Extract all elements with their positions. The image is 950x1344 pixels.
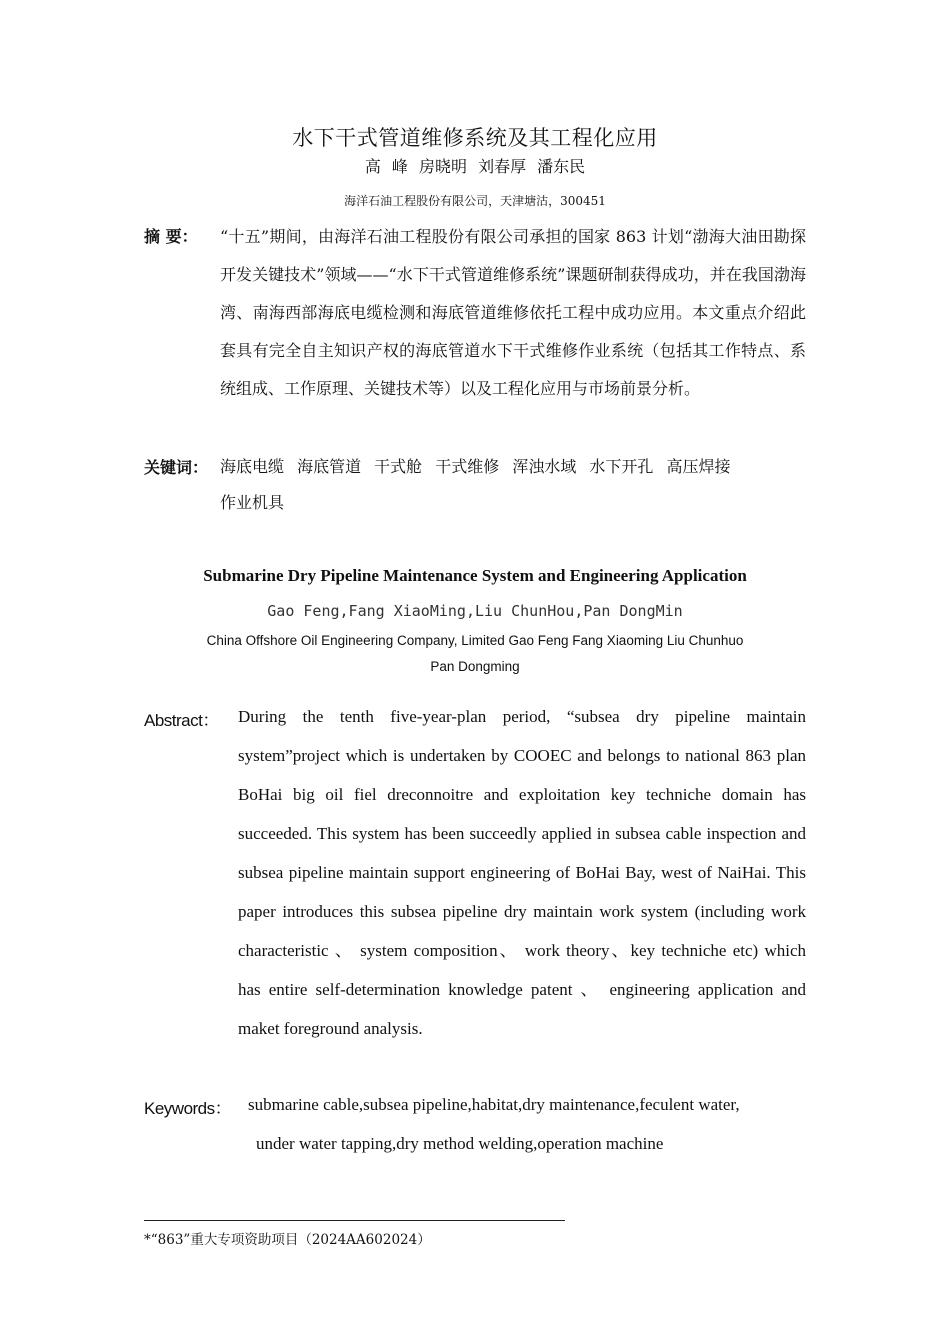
abstract-label-english: Abstract： <box>144 711 219 730</box>
affiliation-english-line1: China Offshore Oil Engineering Company, Limited Gao Feng Fang Xiaoming Liu Chunhuo <box>206 633 744 648</box>
abstract-text-chinese: “十五”期间，由海洋石油工程股份有限公司承担的国家 863 计划“渤海大油田勘探开发关键技术”领域——“水下干式管道维修系统”课题研制获得成功，并在我国渤海湾、南海西部海底电缆检测和海底管道维修依托工程中成功应用。本文重点介绍此套具有完全自主知识产权的海底管道水下干式维修作业系统（包括其工作特点、系统组成、工作原理、关键技术等）以及工程化应用与市场前景分析。 <box>220 227 806 398</box>
abstract-label-chinese: 摘 要： <box>144 227 198 246</box>
keywords-label-english: Keywords： <box>144 1099 232 1118</box>
keywords-text-english <box>248 1085 808 1163</box>
authors-chinese: 高 峰 房晓明 刘春厚 潘东民 <box>364 157 586 176</box>
keywords-english-line2: under water tapping,dry method welding,operation machine <box>256 1134 664 1153</box>
footnote: *“863”重大专项资助项目（2024AA602024） <box>144 1232 431 1248</box>
authors-english: Gao Feng,Fang XiaoMing,Liu ChunHou,Pan DongMin <box>267 602 683 620</box>
affiliation-english <box>170 628 780 680</box>
paper-title-english: Submarine Dry Pipeline Maintenance System and Engineering Application <box>203 566 747 585</box>
affiliation-chinese: 海洋石油工程股份有限公司，天津塘沽，300451 <box>344 194 606 208</box>
keywords-label-chinese: 关键词： <box>144 458 209 477</box>
affiliation-english-line2: Pan Dongming <box>430 659 520 674</box>
abstract-text-english: During the tenth five-year-plan period, “subsea dry pipeline maintain system”project which is undertaken by COOEC and belongs to national 863 plan BoHai big oil fiel dreconnoitre and exploitation key techniche domain has succeeded. This system has been succeedly applied in subsea cable inspection and subsea pipeline maintain support engineering of BoHai Bay, west of NaiHai. This paper introduces this subsea pipeline dry maintain work system (including work characteristic 、 system composition、 work theory、key techniche etc) which has entire self-determination knowledge patent 、 engineering application and maket foreground analysis. <box>238 707 806 1038</box>
keywords-english-line1: submarine cable,subsea pipeline,habitat,dry maintenance,feculent water, <box>248 1095 740 1114</box>
footnote-divider <box>144 1220 565 1221</box>
paper-title-chinese: 水下干式管道维修系统及其工程化应用 <box>292 126 658 150</box>
keywords-text-chinese: 海底电缆 海底管道 干式舱 干式维修 浑浊水域 水下开孔 高压焊接 作业机具 <box>220 457 731 512</box>
